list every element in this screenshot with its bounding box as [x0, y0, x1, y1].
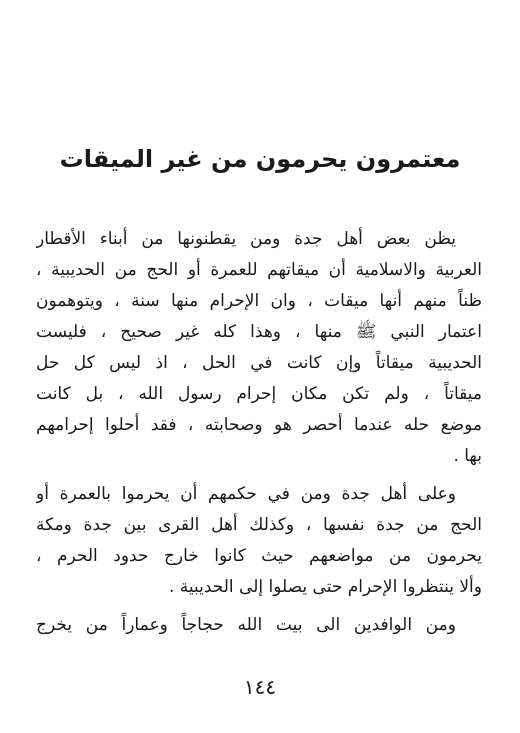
body-text [36, 224, 482, 641]
text-line: وألا ينتظروا الإحرام حتى يصلوا إلى الحديبية . [168, 577, 482, 597]
text-line: وعلى أهل جدة ومن في حكمهم أن يحرموا بالعمرة أو [36, 484, 456, 504]
text-line: ومن الوافدين الى بيت الله حجاجاً وعماراً من يخرج [36, 615, 456, 635]
text-line: يظن بعض أهل جدة ومن يقطنونها من أبناء الأقطار [36, 229, 456, 249]
paragraph-1 [36, 224, 482, 472]
text-line: يحرمون من مواضعهم حيث كانوا خارج حدود الحرم ، [36, 546, 482, 566]
text-line: بها . [453, 446, 482, 466]
paragraph-spacer [36, 472, 482, 479]
text-line: موضع حله عندما أحصر هو وصحابته ، فقد أحلوا إحرامهم [36, 415, 482, 435]
page-number: ١٤٤ [243, 675, 277, 699]
text-line: الحديبية ميقاتاً وإن كانت في الحل ، اذ ليس كل حل [36, 353, 482, 373]
paragraph-3 [36, 610, 482, 641]
text-line: ميقاتاً ، ولم تكن مكان إحرام رسول الله ، بل كانت [36, 384, 482, 404]
paragraph-spacer [36, 603, 482, 610]
text-line: العربية والاسلامية أن ميقاتهم للعمرة أو الحج من الحديبية ، [36, 260, 482, 280]
text-line: ظناً منهم أنها ميقات ، وان الإحرام منها سنة ، ويتوهمون [36, 291, 482, 311]
text-line: الحج من جدة نفسها ، وكذلك أهل القرى بين جدة ومكة [36, 515, 482, 535]
text-line: اعتمار النبي ﷺ منها ، وهذا كله غير صحيح ، فليست [36, 322, 482, 342]
paragraph-2 [36, 479, 482, 603]
chapter-title: معتمرون يحرمون من غير الميقات [59, 145, 461, 173]
